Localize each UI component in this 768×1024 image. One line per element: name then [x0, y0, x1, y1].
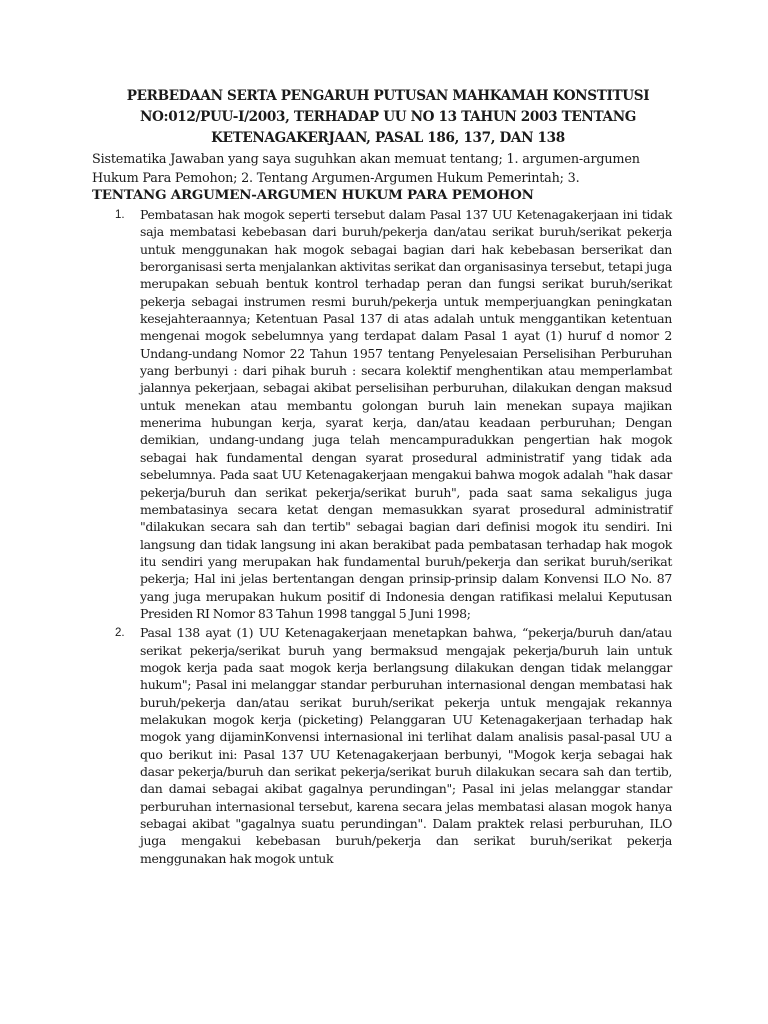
list-item: [0, 206, 768, 622]
list-item-text: Pasal 138 ayat (1) UU Ketenagakerjaan menetapkan bahwa, “pekerja/buruh dan/atau serikat pekerja/serikat buruh yang bermaksud mengajak pekerja/buruh lain untuk mogok kerja pada saat mogok kerja berlangsung dilakukan dengan tidak melanggar hukum"; Pasal ini melanggar standar perburuhan internasional dengan membatasi hak buruh/pekerja dan/atau serikat buruh/serikat pekerja untuk mengajak rekannya melakukan mogok kerja (picketing) Pelanggaran UU Ketenagakerjaan terhadap hak mogok yang dijaminKonvensi internasional ini terlihat dalam analisis pasal-pasal UU a quo berikut ini: Pasal 137 UU Ketenagakerjaan berbunyi, "Mogok kerja sebagai hak dasar pekerja/buruh dan serikat pekerja/serikat buruh dilakukan secara sah dan tertib, dan damai sebagai akibat gagalnya perundingan"; Pasal ini jelas melanggar standar perburuhan internasional tersebut, karena secara jelas membatasi alasan mogok hanya sebagai akibat "gagalnya suatu perundingan". Dalam praktek relasi perburuhan, ILO juga mengakui kebebasan buruh/pekerja dan serikat buruh/serikat pekerja menggunakan hak mogok untuk: [140, 625, 672, 866]
list-item-text: Pembatasan hak mogok seperti tersebut dalam Pasal 137 UU Ketenagakerjaan ini tidak saja membatasi kebebasan dari buruh/pekerja dan/atau serikat buruh/serikat pekerja untuk menggunakan hak mogok sebagai bagian dari hak kebebasan berserikat dan berorganisasi serta menjalankan aktivitas serikat dan organisasinya tersebut, tetapi juga merupakan sebuah bentuk kontrol terhadap peran dan fungsi serikat buruh/serikat pekerja sebagai instrumen resmi buruh/pekerja untuk memperjuangkan peningkatan kesejahteraannya; Ketentuan Pasal 137 di atas adalah untuk menggantikan ketentuan mengenai mogok sebelumnya yang terdapat dalam Pasal 1 ayat (1) huruf d nomor 2 Undang-undang Nomor 22 Tahun 1957 tentang Penyelesaian Perselisihan Perburuhan yang berbunyi : dari pihak buruh : secara kolektif menghentikan atau memperlambat jalannya pekerjaan, sebagai akibat perselisihan perburuhan, dilakukan dengan maksud untuk menekan atau membantu golongan buruh lain menekan supaya majikan menerima hubungan kerja, syarat kerja, dan/atau keadaan perburuhan; Dengan demikian, undang-undang juga telah mencampuradukkan pengertian hak mogok sebagai hak fundamental dengan syarat prosedural administratif yang tidak ada sebelumnya. Pada saat UU Ketenagakerjaan mengakui bahwa mogok adalah "hak dasar pekerja/buruh dan serikat pekerja/serikat buruh", pada saat sama sekaligus juga membatasinya secara ketat dengan memasukkan syarat prosedural administratif "dilakukan secara sah dan tertib" sebagai bagian dari definisi mogok itu sendiri. Ini langsung dan tidak langsung ini akan berakibat pada pembatasan terhadap hak mogok itu sendiri yang merupakan hak fundamental buruh/pekerja dan serikat buruh/serikat pekerja; Hal ini jelas bertentangan dengan prinsip-prinsip dalam Konvensi ILO No. 87 yang juga merupakan hukum positif di Indonesia dengan ratifikasi melalui Keputusan Presiden RI Nomor 83 Tahun 1998 tanggal 5 Juni 1998;: [140, 207, 672, 621]
section-heading: TENTANG ARGUMEN-ARGUMEN HUKUM PARA PEMOHON: [92, 187, 534, 203]
list-item: [0, 624, 768, 867]
intro-paragraph: Sistematika Jawaban yang saya suguhkan akan memuat tentang; 1. argumen-argumen Hukum Para Pemohon; 2. Tentang Argumen-Argumen Hukum Pemerintah; 3.: [92, 152, 640, 186]
document-title: PERBEDAAN SERTA PENGARUH PUTUSAN MAHKAMAH KONSTITUSI NO:012/PUU-I/2003, TERHADAP UU NO 13 TAHUN 2003 TENTANG KETENAGAKERJAAN, PASAL 186, 137, DAN 138: [126, 88, 650, 146]
list-item-number: 2.: [115, 627, 125, 640]
argument-list: [0, 206, 768, 867]
list-item-number: 1.: [115, 209, 125, 221]
